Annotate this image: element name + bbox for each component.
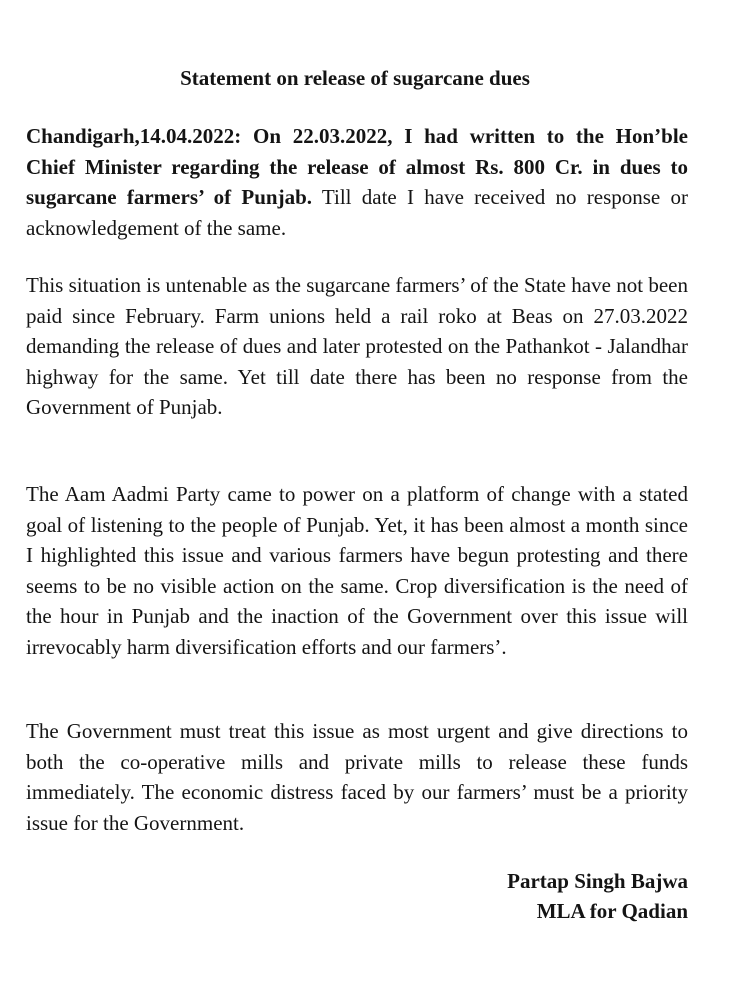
paragraph-situation: This situation is untenable as the sugarcane farmers’ of the State have not been paid since February. Farm unions held a rail roko at Beas on 27.03.2022 demanding the release of dues and later protested on the Pathankot - Jalandhar highway for the same. Yet till date there has been no response from the Government of Punjab. <box>26 273 688 420</box>
signatory-designation: MLA for Qadian <box>536 899 688 923</box>
signature-block <box>507 866 688 926</box>
intro-regular-text: Till date I have received no response or acknowledgement of the same. <box>26 185 688 240</box>
paragraph-aap: The Aam Aadmi Party came to power on a platform of change with a stated goal of listening to the people of Punjab. Yet, it has been almost a month since I highlighted this issue and various farmers have begun protesting and there seems to be no visible action on the same. Crop diversification is the need of the hour in Punjab and the inaction of the Government over this issue will irrevocably harm diversification efforts and our farmers’. <box>26 482 688 659</box>
signatory-name: Partap Singh Bajwa <box>507 869 688 893</box>
paragraph-intro <box>26 121 688 243</box>
document-title: Statement on release of sugarcane dues <box>180 66 530 90</box>
intro-bold-text: Chandigarh,14.04.2022: On 22.03.2022, I had written to the Hon’ble Chief Minister regarding the release of almost Rs. 800 Cr. in dues to sugarcane farmers’ of Punjab. <box>26 124 688 210</box>
paragraph-demand: The Government must treat this issue as most urgent and give directions to both the co-operative mills and private mills to release these funds immediately. The economic distress faced by our farmers’ must be a priority issue for the Government. <box>26 719 688 835</box>
